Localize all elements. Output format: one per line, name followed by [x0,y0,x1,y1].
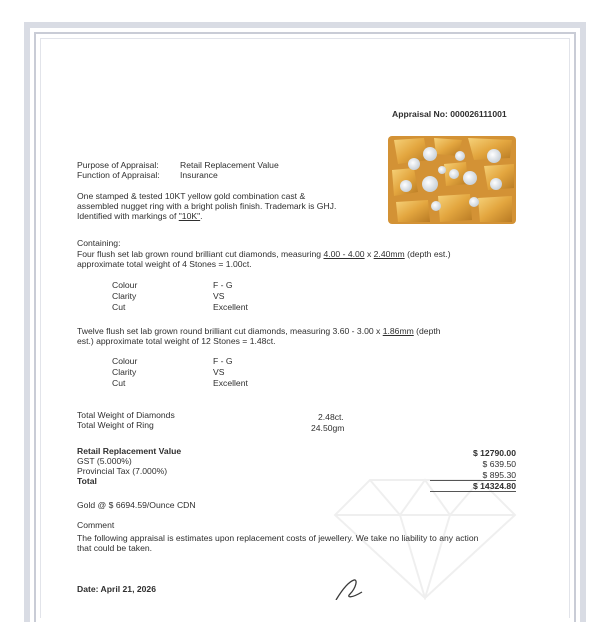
group1-line-1-text: Four flush set lab grown round brilliant cut diamonds, measuring [77,249,324,259]
function-label: Function of Appraisal: [77,170,160,180]
group2-depth: 1.86mm [382,326,414,336]
ring-image [384,134,520,226]
group2-line-2: est.) approximate total weight of 12 Stones = 1.48ct. [77,336,276,346]
group1-colour-value: F - G [213,280,233,290]
group2-clarity-value: VS [213,367,225,377]
appraisal-date: Date: April 21, 2026 [77,584,156,594]
total-ring-value: 24.50gm [311,423,345,433]
group1-clarity-label: Clarity [112,291,137,301]
description-line-3-suffix: . [200,211,203,221]
description-line-3-mark: "10K" [178,211,201,221]
gold-price: Gold @ $ 6694.59/Ounce CDN [77,500,196,510]
pst-value: $ 895.30 [430,470,516,481]
total-diamonds-label: Total Weight of Diamonds [77,410,175,420]
group2-cut-value: Excellent [213,378,248,388]
description-line-3 [77,211,203,222]
total-label: Total [77,476,97,486]
rrv-value: $ 12790.00 [472,448,516,458]
gst-value: $ 639.50 [482,459,516,469]
comment-line-1: The following appraisal is estimates upon replacement costs of jewellery. We take no liability to any action [77,533,479,543]
group1-depth: 2.40mm [373,249,405,259]
group2-colour-label: Colour [112,356,138,366]
group2-line-1-text: Twelve flush set lab grown round brilliant cut diamonds, measuring 3.60 - 3.00 x [77,326,383,336]
gst-label: GST (5.000%) [77,456,132,466]
comment-label: Comment [77,520,115,530]
group1-clarity-value: VS [213,291,225,301]
rrv-label: Retail Replacement Value [77,446,182,456]
pst-label: Provincial Tax (7.000%) [77,466,168,476]
purpose-value: Retail Replacement Value [180,160,279,170]
description-line-1: One stamped & tested 10KT yellow gold combination cast & [77,191,306,201]
group2-cut-label: Cut [112,378,126,388]
purpose-label: Purpose of Appraisal: [77,160,159,170]
total-ring-label: Total Weight of Ring [77,420,154,430]
function-value: Insurance [180,170,218,180]
group1-size: 4.00 - 4.00 [323,249,365,259]
group1-colour-label: Colour [112,280,138,290]
group1-x: x [364,249,374,259]
group1-line-1 [77,249,451,260]
group2-line-1 [77,326,441,337]
group1-cut-value: Excellent [213,302,248,312]
group1-line-1-suffix: (depth est.) [404,249,451,259]
comment-line-2: that could be taken. [77,543,153,553]
group2-colour-value: F - G [213,356,233,366]
total-value: $ 14324.80 [430,481,516,492]
group2-clarity-label: Clarity [112,367,137,377]
description-line-2: assembled nugget ring with a bright polish finish. Trademark is GHJ. [77,201,337,211]
group1-line-2: approximate total weight of 4 Stones = 1.00ct. [77,259,252,269]
containing-label: Containing: [77,238,121,248]
total-diamonds-value: 2.48ct. [318,412,344,422]
group1-cut-label: Cut [112,302,126,312]
signature-mark [332,578,366,600]
appraisal-number: Appraisal No: 000026111001 [392,109,507,119]
group2-line-1-suffix: (depth [413,326,441,336]
description-line-3-prefix: Identified with markings of [77,211,179,221]
